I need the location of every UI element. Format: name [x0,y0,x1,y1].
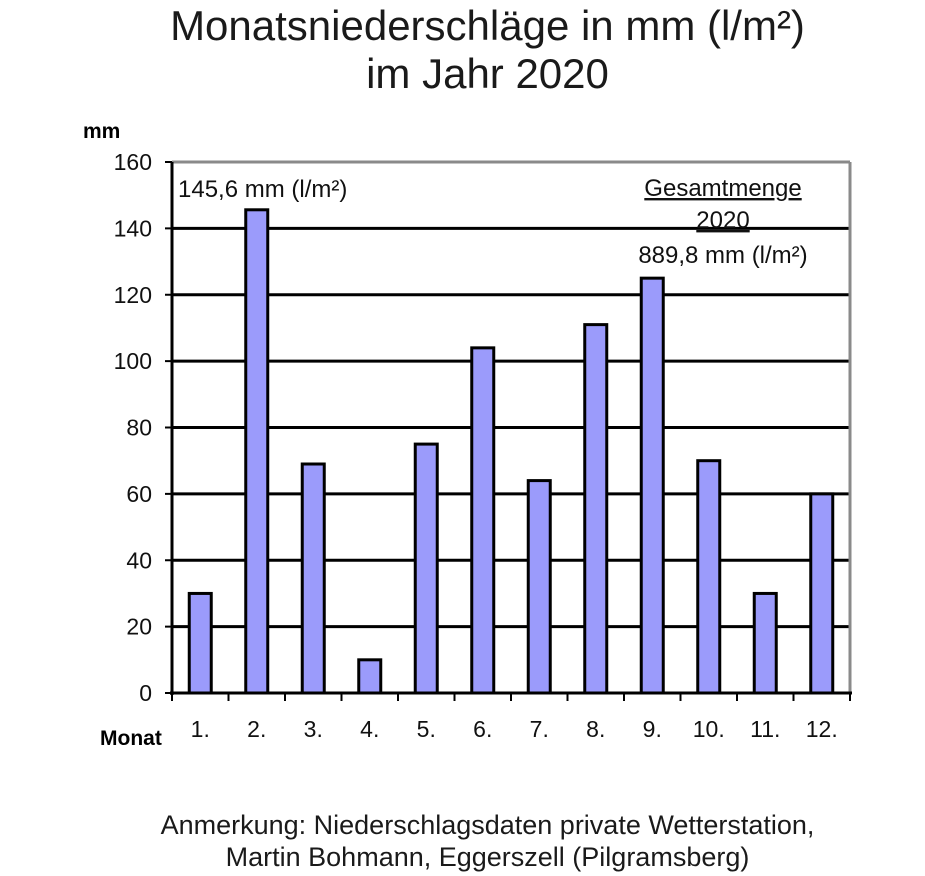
x-tick-label: 10. [692,716,725,742]
bar [811,494,833,693]
y-tick-label: 0 [139,680,152,706]
x-tick-label: 9. [642,716,662,742]
max-value-annotation: 145,6 mm (l/m²) [178,176,348,203]
source-note-line2: Martin Bohmann, Eggerszell (Pilgramsberg) [225,842,750,872]
bar [246,210,268,693]
bar [472,348,494,693]
y-tick-label: 140 [113,215,152,242]
bar [415,444,437,693]
y-tick-labels [114,149,152,706]
x-tick-label: 4. [360,716,380,742]
x-tick-label: 5. [416,716,436,742]
bar [698,461,720,693]
bar [528,481,550,693]
y-tick-label: 160 [113,149,152,175]
bar [641,278,663,693]
source-note-line1: Anmerkung: Niederschlagsdaten private Wetterstation, [160,810,815,840]
x-tick-label: 1. [190,716,210,742]
total-year: 2020 [696,207,750,234]
y-tick-label: 100 [113,348,152,375]
bar [302,464,324,693]
bar [189,593,211,693]
bar [585,325,607,693]
y-tick-label: 20 [126,613,152,640]
x-axis-label: Monat [100,727,162,750]
y-tick-label: 120 [113,281,152,308]
total-value: 889,8 mm (l/m²) [638,242,808,269]
x-tick-label: 3. [303,716,323,742]
x-tick-label: 2. [247,716,267,742]
total-heading: Gesamtmenge [644,175,802,202]
bar [359,660,381,693]
x-tick-label: 8. [586,716,606,742]
source-note [0,809,925,873]
x-tick-label: 12. [805,716,838,742]
chart-title-line2: im Jahr 2020 [366,50,609,97]
y-tick-label: 80 [126,414,152,441]
bar [754,593,776,693]
y-axis-label: mm [83,120,121,143]
x-tick-label: 7. [529,716,549,742]
x-tick-labels [191,716,838,742]
x-tick-label: 11. [750,716,781,742]
x-tick-label: 6. [473,716,493,742]
y-tick-label: 60 [126,480,152,507]
y-tick-label: 40 [126,547,152,574]
chart-title-line1: Monatsniederschläge in mm (l/m²) [170,2,805,49]
bars [189,210,833,693]
